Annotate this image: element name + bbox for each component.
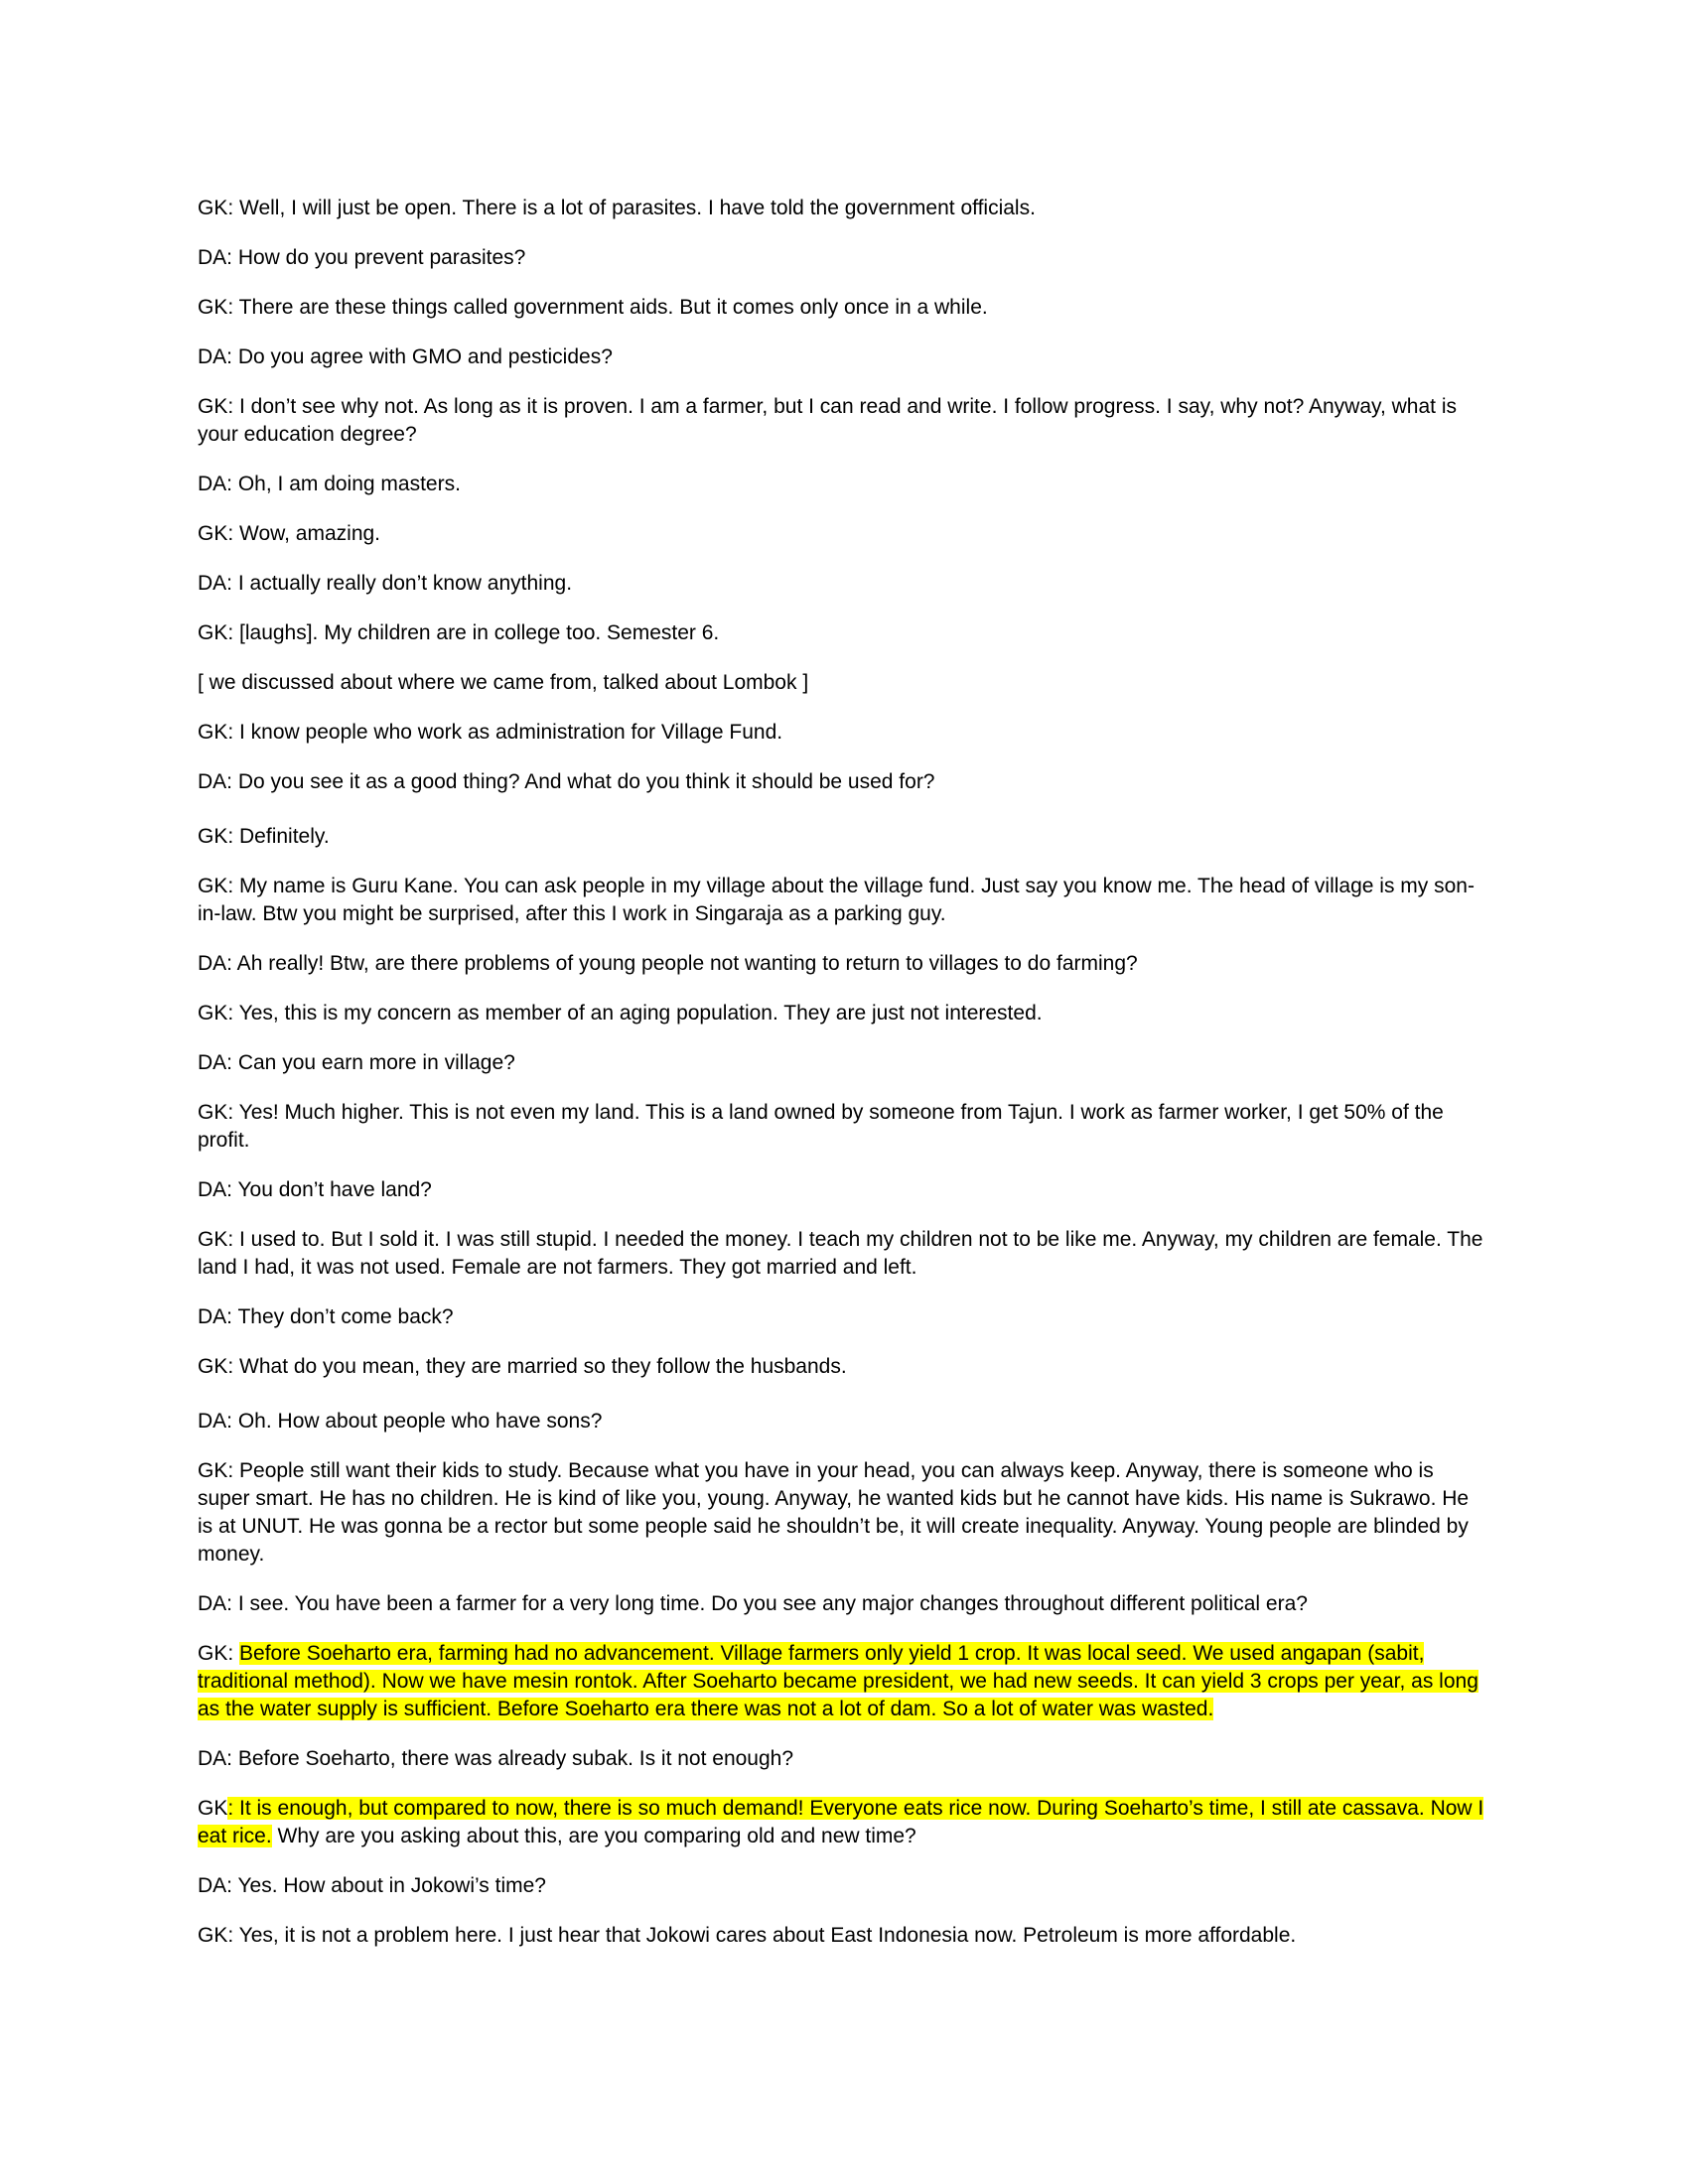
transcript-paragraph: DA: You don’t have land?	[198, 1178, 432, 1201]
transcript-paragraph-highlighted	[198, 1640, 1488, 1723]
transcript-paragraph: GK: There are these things called government aids. But it comes only once in a while.	[198, 296, 988, 319]
transcript-paragraph: GK: I know people who work as administration for Village Fund.	[198, 721, 783, 744]
transcript-paragraph: DA: Yes. How about in Jokowi’s time?	[198, 1874, 546, 1897]
transcript-paragraph: GK: Yes! Much higher. This is not even my land. This is a land owned by someone from Tajun. I work as farmer worker, I get 50% of the profit.	[198, 1101, 1444, 1152]
transcript-paragraph: GK: Well, I will just be open. There is a lot of parasites. I have told the government officials.	[198, 197, 1036, 219]
transcript-paragraph: GK: [laughs]. My children are in college too. Semester 6.	[198, 621, 720, 644]
transcript-note: [ we discussed about where we came from, talked about Lombok ]	[198, 671, 809, 694]
transcript-paragraph: GK: I used to. But I sold it. I was still stupid. I needed the money. I teach my children not to be like me. Anyway, my children are female. The land I had, it was not used. Female are not farmers. They got married and left.	[198, 1228, 1483, 1279]
transcript-paragraph: DA: Before Soeharto, there was already subak. Is it not enough?	[198, 1747, 794, 1770]
transcript-paragraph: GK: My name is Guru Kane. You can ask people in my village about the village fund. Just say you know me. The head of village is my son-in-law. Btw you might be surprised, after this I work in Singaraja as a parking guy.	[198, 875, 1475, 925]
transcript-body	[198, 195, 1488, 1972]
transcript-paragraph: DA: They don’t come back?	[198, 1305, 454, 1328]
transcript-paragraph: DA: Oh, I am doing masters.	[198, 473, 461, 495]
transcript-paragraph: DA: How do you prevent parasites?	[198, 246, 526, 269]
transcript-paragraph: DA: Oh. How about people who have sons?	[198, 1410, 603, 1433]
trailing-text: Why are you asking about this, are you comparing old and new time?	[271, 1825, 916, 1847]
transcript-paragraph: DA: Do you agree with GMO and pesticides?	[198, 345, 613, 368]
highlighted-text: : It is enough, but compared to now, there is so much demand! Everyone eats rice now. During Soeharto’s time, I still ate cassava. Now I eat rice.	[198, 1797, 1484, 1847]
transcript-paragraph-highlighted	[198, 1795, 1488, 1850]
transcript-paragraph: DA: I see. You have been a farmer for a very long time. Do you see any major changes throughout different political era?	[198, 1592, 1308, 1615]
highlighted-text: Before Soeharto era, farming had no advancement. Village farmers only yield 1 crop. It was local seed. We used angapan (sabit, traditional method). Now we have mesin rontok. After Soeharto became president, we had new seeds. It can yield 3 crops per year, as long as the water supply is sufficient. Before Soeharto era there was not a lot of dam. So a lot of water was wasted.	[198, 1642, 1478, 1720]
speaker-prefix: GK:	[198, 1642, 240, 1665]
transcript-paragraph: GK: Definitely.	[198, 825, 330, 848]
transcript-paragraph: GK: Wow, amazing.	[198, 522, 381, 545]
transcript-paragraph: GK: Yes, this is my concern as member of an aging population. They are just not interested.	[198, 1002, 1043, 1024]
transcript-paragraph: DA: Do you see it as a good thing? And what do you think it should be used for?	[198, 770, 935, 793]
transcript-paragraph: DA: Can you earn more in village?	[198, 1051, 515, 1074]
transcript-paragraph: GK: I don’t see why not. As long as it is proven. I am a farmer, but I can read and write. I follow progress. I say, why not? Anyway, what is your education degree?	[198, 395, 1457, 446]
transcript-paragraph: GK: Yes, it is not a problem here. I just hear that Jokowi cares about East Indonesia now. Petroleum is more affordable.	[198, 1924, 1297, 1947]
speaker-prefix: GK	[198, 1797, 228, 1820]
transcript-paragraph: DA: I actually really don’t know anything.	[198, 572, 573, 595]
transcript-paragraph: GK: What do you mean, they are married so they follow the husbands.	[198, 1355, 847, 1378]
transcript-paragraph: GK: People still want their kids to study. Because what you have in your head, you can always keep. Anyway, there is someone who is super smart. He has no children. He is kind of like you, young. Anyway, he wanted kids but he cannot have kids. His name is Sukrawo. He is at UNUT. He was gonna be a rector but some people said he shouldn’t be, it will create inequality. Anyway. Young people are blinded by money.	[198, 1459, 1470, 1566]
transcript-paragraph: DA: Ah really! Btw, are there problems of young people not wanting to return to villages to do farming?	[198, 952, 1138, 975]
